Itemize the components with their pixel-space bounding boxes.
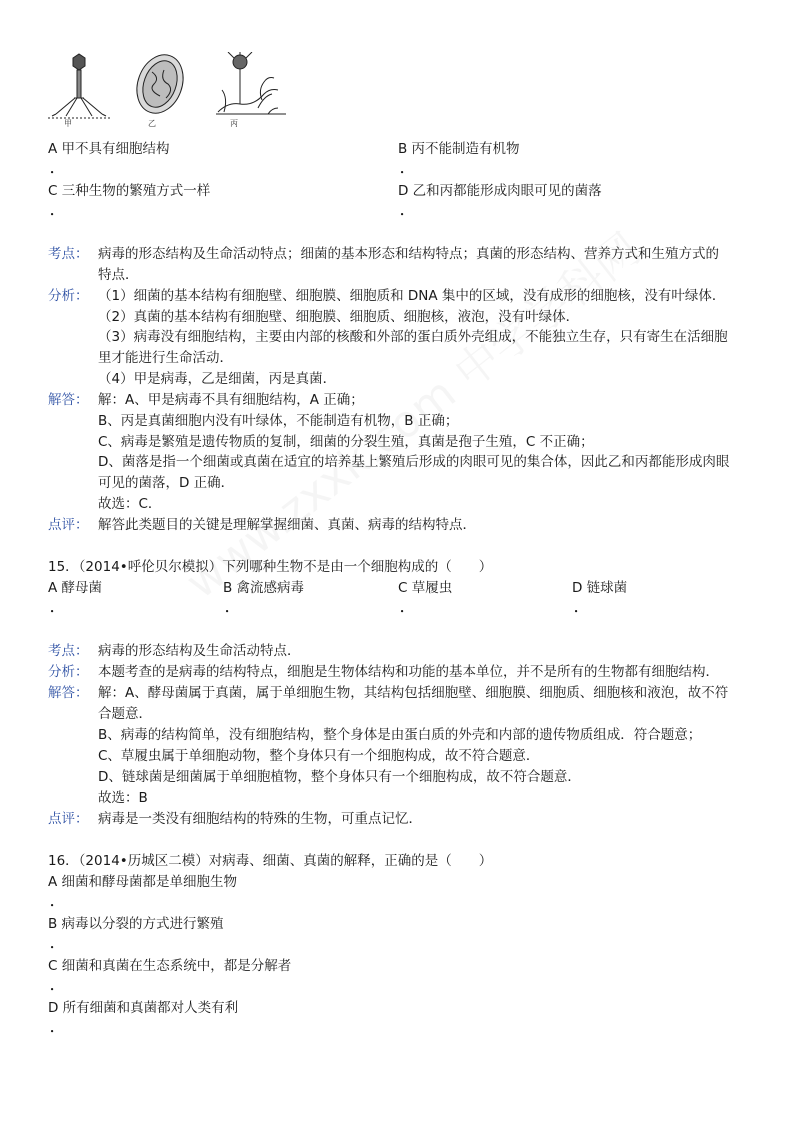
option-dot: ．	[400, 600, 414, 616]
q14-fenxi-line: 里才能进行生命活动．	[98, 350, 233, 366]
q14-fenxi-line: （2）真菌的基本结构有细胞壁、细胞膜、细胞质、细胞核，液泡，没有叶绿体．	[98, 309, 580, 325]
option-dot: ．	[50, 936, 64, 952]
q14-fenxi-label: 分析：	[48, 288, 89, 304]
q15-option-a: A 酵母菌	[48, 580, 103, 596]
figure-label-jia: 甲	[64, 119, 72, 128]
q15-jieda-line: C、草履虫属于单细胞动物，整个身体只有一个细胞构成，故不符合题意．	[98, 748, 540, 764]
q15-fenxi-text: 本题考查的是病毒的结构特点，细胞是生物体结构和功能的基本单位，并不是所有的生物都有细胞结构．	[98, 664, 719, 680]
q15-kaodian-label: 考点：	[48, 643, 89, 659]
q14-fenxi-line: （3）病毒没有细胞结构，主要由内部的核酸和外部的蛋白质外壳组成，不能独立生存，只有寄生在活细胞	[98, 329, 728, 345]
q16-stem: 16．（2014•历城区二模）对病毒、细菌、真菌的解释，正确的是（ ）	[48, 853, 493, 869]
q14-kaodian-line: 特点．	[98, 267, 139, 283]
option-dot: ．	[50, 203, 64, 219]
q14-jieda-line: B、丙是真菌细胞内没有叶绿体，不能制造有机物，B 正确；	[98, 413, 459, 429]
q14-option-d: D 乙和丙都能形成肉眼可见的菌落	[398, 183, 602, 199]
option-dot: ．	[50, 978, 64, 994]
q15-stem: 15．（2014•呼伦贝尔模拟）下列哪种生物不是由一个细胞构成的（ ）	[48, 559, 493, 575]
figure-label-yi: 乙	[148, 119, 156, 128]
q16-option-c: C 细菌和真菌在生态系统中，都是分解者	[48, 958, 292, 974]
q15-jieda-label: 解答：	[48, 685, 89, 701]
q15-kaodian-text: 病毒的形态结构及生命活动特点．	[98, 643, 301, 659]
q15-jieda-line: D、链球菌是细菌属于单细胞植物，整个身体只有一个细胞构成，故不符合题意．	[98, 769, 581, 785]
q14-jieda-line: C、病毒是繁殖是遗传物质的复制，细菌的分裂生殖，真菌是孢子生殖，C 不正确；	[98, 434, 594, 450]
option-dot: ．	[50, 161, 64, 177]
option-dot: ．	[50, 894, 64, 910]
q15-option-b: B 禽流感病毒	[223, 580, 305, 596]
q15-jieda-line: 解：A、酵母菌属于真菌，属于单细胞生物，其结构包括细胞壁、细胞膜、细胞质、细胞核和液泡，故不符	[98, 685, 729, 701]
option-dot: ．	[50, 600, 64, 616]
q14-jieda-line: D、菌落是指一个细菌或真菌在适宜的培养基上繁殖后形成的肉眼可见的集合体，因此乙和丙都能形成肉眼	[98, 454, 730, 470]
option-dot: ．	[400, 161, 414, 177]
q14-kaodian-label: 考点：	[48, 246, 89, 262]
q14-jieda-line: 可见的菌落，D 正确．	[98, 475, 235, 491]
q14-fenxi-line: （1）细菌的基本结构有细胞壁、细胞膜、细胞质和 DNA 集中的区域，没有成形的细胞核，没有叶绿体．	[98, 288, 726, 304]
q14-dianping-text: 解答此类题目的关键是理解掌握细菌、真菌、病毒的结构特点．	[98, 517, 476, 533]
q15-dianping-label: 点评：	[48, 811, 89, 827]
bacterium-drawing	[129, 52, 191, 120]
organism-figures	[48, 52, 288, 132]
q14-jieda-line: 故选：C．	[98, 496, 162, 512]
q14-jieda-label: 解答：	[48, 392, 89, 408]
q14-option-a: A 甲不具有细胞结构	[48, 141, 170, 157]
q14-kaodian-line: 病毒的形态结构及生命活动特点；细菌的基本形态和结构特点；真菌的形态结构、营养方式和生殖方式的	[98, 246, 719, 262]
q15-option-c: C 草履虫	[398, 580, 453, 596]
option-dot: ．	[574, 600, 588, 616]
option-dot: ．	[50, 1020, 64, 1036]
fungus-drawing	[216, 52, 286, 114]
q15-fenxi-label: 分析：	[48, 664, 89, 680]
q15-jieda-line: 合题意．	[98, 706, 152, 722]
q14-fenxi-line: （4）甲是病毒，乙是细菌，丙是真菌．	[98, 371, 337, 387]
q15-jieda-line: 故选：B	[98, 790, 148, 806]
q15-option-d: D 链球菌	[572, 580, 628, 596]
q16-option-a: A 细菌和酵母菌都是单细胞生物	[48, 874, 238, 890]
q15-dianping-text: 病毒是一类没有细胞结构的特殊的生物，可重点记忆．	[98, 811, 422, 827]
option-dot: ．	[400, 203, 414, 219]
q14-option-b: B 丙不能制造有机物	[398, 141, 520, 157]
q14-dianping-label: 点评：	[48, 517, 89, 533]
q15-jieda-line: B、病毒的结构简单，没有细胞结构，整个身体是由蛋白质的外壳和内部的遗传物质组成．符合题意；	[98, 727, 702, 743]
q14-option-c: C 三种生物的繁殖方式一样	[48, 183, 211, 199]
virus-drawing	[48, 54, 110, 118]
q14-jieda-line: 解：A、甲是病毒不具有细胞结构，A 正确；	[98, 392, 364, 408]
q16-option-b: B 病毒以分裂的方式进行繁殖	[48, 916, 224, 932]
option-dot: ．	[225, 600, 239, 616]
figure-label-bing: 丙	[230, 119, 238, 128]
q16-option-d: D 所有细菌和真菌都对人类有利	[48, 1000, 239, 1016]
